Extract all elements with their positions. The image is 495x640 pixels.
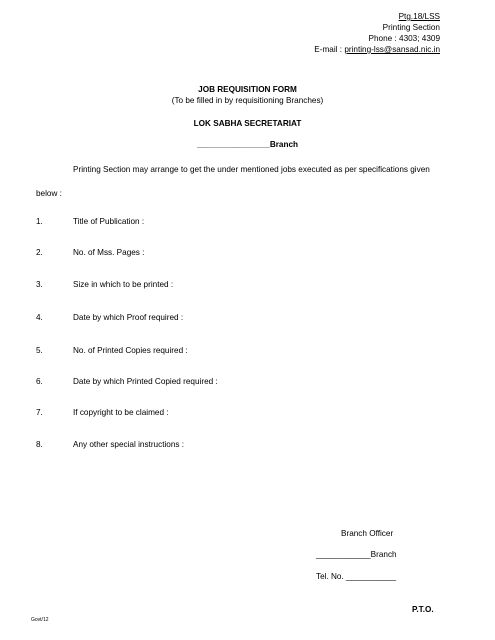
branch-label: Branch <box>269 140 299 149</box>
item-label: No. of Mss. Pages : <box>73 248 145 257</box>
list-item <box>36 217 144 226</box>
item-number: 1. <box>36 217 43 226</box>
intro-line-2: below : <box>36 189 62 198</box>
email-line <box>314 44 440 55</box>
form-code: Govt/12 <box>31 617 49 623</box>
intro-line-1: Printing Section may arrange to get the under mentioned jobs executed as per specifications given <box>73 165 430 174</box>
tel-label: Tel. No. <box>316 572 347 581</box>
branch-officer-label: Branch Officer <box>341 529 394 538</box>
item-number: 2. <box>36 248 43 257</box>
list-item <box>36 248 144 257</box>
email-link[interactable]: printing-lss@sansad.nic.in <box>344 45 440 54</box>
tel-blank: ___________ <box>346 572 397 581</box>
pto-label: P.T.O. <box>412 605 434 614</box>
item-number: 8. <box>36 440 43 449</box>
list-item <box>36 440 184 449</box>
branch-line <box>0 140 495 149</box>
item-label: Any other special instructions : <box>73 440 185 449</box>
item-number: 4. <box>36 313 43 322</box>
section-name: Printing Section <box>382 23 440 32</box>
item-number: 3. <box>36 280 43 289</box>
item-number: 5. <box>36 346 43 355</box>
header-block <box>314 11 440 55</box>
form-subtitle: (To be filled in by requisitioning Branches) <box>171 96 324 105</box>
list-item <box>36 280 173 289</box>
item-number: 7. <box>36 408 43 417</box>
item-label: Title of Publication : <box>73 217 145 226</box>
signature-branch-blank: ____________ <box>316 550 371 559</box>
tel-line <box>316 572 396 581</box>
item-label: Date by which Printed Copied required : <box>73 377 218 386</box>
email-label: E-mail : <box>314 45 345 54</box>
item-label: Date by which Proof required : <box>73 313 184 322</box>
list-item <box>36 377 218 386</box>
branch-blank: ________________ <box>196 140 270 149</box>
item-label: If copyright to be claimed : <box>73 408 169 417</box>
form-title: JOB REQUISITION FORM <box>198 85 297 94</box>
reference-number: Ptg.18/LSS <box>398 12 440 21</box>
phone-line: Phone : 4303; 4309 <box>368 34 440 43</box>
list-item <box>36 313 183 322</box>
item-label: No. of Printed Copies required : <box>73 346 188 355</box>
organization-name: LOK SABHA SECRETARIAT <box>193 119 302 128</box>
item-label: Size in which to be printed : <box>73 280 174 289</box>
signature-branch-line <box>316 550 397 559</box>
item-number: 6. <box>36 377 43 386</box>
signature-branch-label: Branch <box>370 550 397 559</box>
list-item <box>36 408 169 417</box>
list-item <box>36 346 188 355</box>
